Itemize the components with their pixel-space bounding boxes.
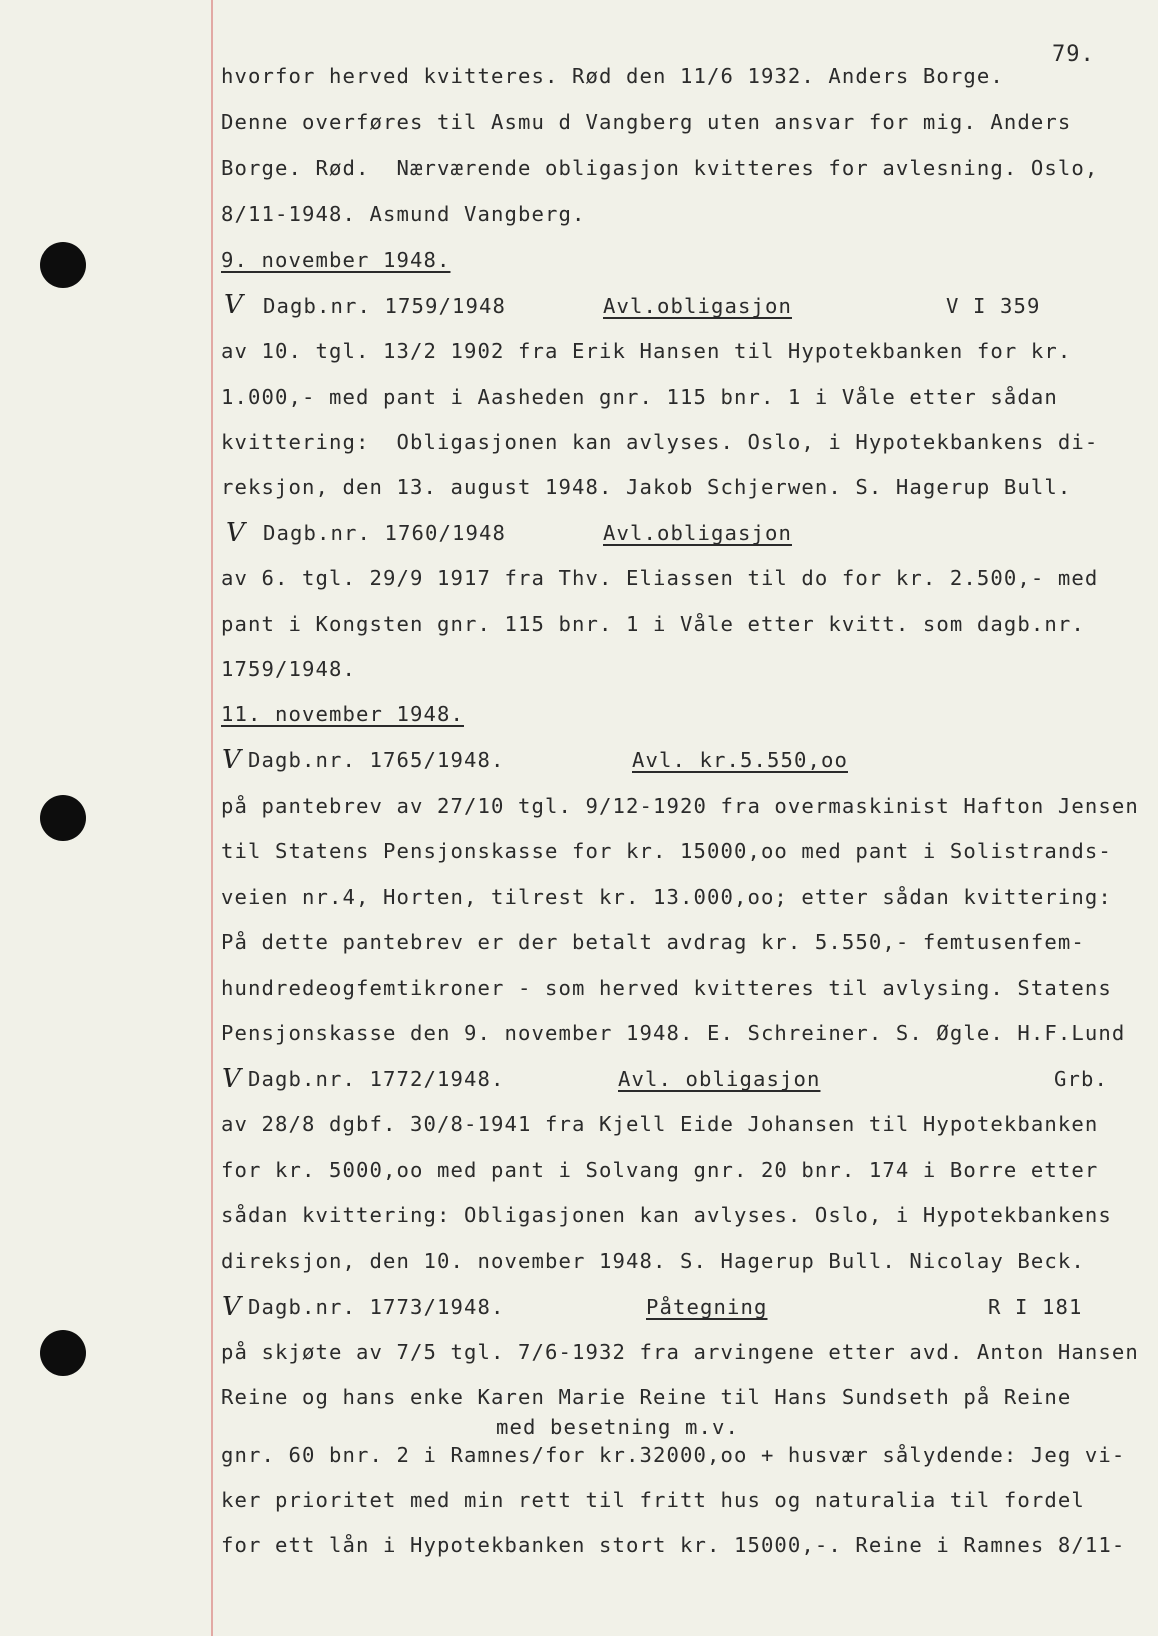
date-heading: 11. november 1948. <box>221 702 464 726</box>
check-mark: V <box>226 518 245 548</box>
text-line: gnr. 60 bnr. 2 i Ramnes/for kr.32000,oo + husvær sålydende: Jeg vi- <box>221 1443 1126 1467</box>
text-line: direksjon, den 10. november 1948. S. Hagerup Bull. Nicolay Beck. <box>221 1249 1085 1273</box>
entry-title: Påtegning <box>646 1295 768 1319</box>
entry-title: Avl. kr.5.550,oo <box>632 748 848 772</box>
text-line: 1.000,- med pant i Aasheden gnr. 115 bnr. 1 i Våle etter sådan <box>221 385 1058 409</box>
register-ref: R I 181 <box>988 1295 1083 1319</box>
text-line: ker prioritet med min rett til fritt hus og naturalia til fordel <box>221 1488 1085 1512</box>
check-mark: V <box>224 290 243 320</box>
text-line: sådan kvittering: Obligasjonen kan avlyses. Oslo, i Hypotekbankens <box>221 1203 1112 1227</box>
text-line: reksjon, den 13. august 1948. Jakob Schjerwen. S. Hagerup Bull. <box>221 475 1072 499</box>
check-mark: V <box>222 745 241 775</box>
text-line: Borge. Rød. Nærværende obligasjon kvitteres for avlesning. Oslo, <box>221 156 1099 180</box>
text-line: for ett lån i Hypotekbanken stort kr. 15000,-. Reine i Ramnes 8/11- <box>221 1533 1126 1557</box>
text-line: til Statens Pensjonskasse for kr. 15000,oo med pant i Solistrands- <box>221 839 1112 863</box>
text-line: Reine og hans enke Karen Marie Reine til Hans Sundseth på Reine <box>221 1385 1072 1409</box>
register-ref: V I 359 <box>946 294 1041 318</box>
register-ref: Grb. <box>1054 1067 1108 1091</box>
text-line: 8/11-1948. Asmund Vangberg. <box>221 202 586 226</box>
text-line: for kr. 5000,oo med pant i Solvang gnr. 20 bnr. 174 i Borre etter <box>221 1158 1099 1182</box>
journal-number: Dagb.nr. 1772/1948. <box>248 1067 505 1091</box>
entry-title: Avl.obligasjon <box>603 294 792 318</box>
check-mark: V <box>222 1292 241 1322</box>
date-heading: 9. november 1948. <box>221 248 451 272</box>
page-number: 79. <box>1052 42 1095 67</box>
entry-title: Avl.obligasjon <box>603 521 792 545</box>
margin-rule <box>211 0 213 1636</box>
text-line: hvorfor herved kvitteres. Rød den 11/6 1932. Anders Borge. <box>221 64 1004 88</box>
entry-title: Avl. obligasjon <box>618 1067 821 1091</box>
check-mark: V <box>222 1064 241 1094</box>
punch-hole <box>40 1330 86 1376</box>
text-line: av 28/8 dgbf. 30/8-1941 fra Kjell Eide Johansen til Hypotekbanken <box>221 1112 1099 1136</box>
journal-number: Dagb.nr. 1765/1948. <box>248 748 505 772</box>
text-line: veien nr.4, Horten, tilrest kr. 13.000,oo; etter sådan kvittering: <box>221 885 1112 909</box>
text-line: Denne overføres til Asmu d Vangberg uten ansvar for mig. Anders <box>221 110 1072 134</box>
text-line: kvittering: Obligasjonen kan avlyses. Oslo, i Hypotekbankens di- <box>221 430 1099 454</box>
text-line: pant i Kongsten gnr. 115 bnr. 1 i Våle etter kvitt. som dagb.nr. <box>221 612 1085 636</box>
text-line: på skjøte av 7/5 tgl. 7/6-1932 fra arvingene etter avd. Anton Hansen <box>221 1340 1139 1364</box>
text-line: hundredeogfemtikroner - som herved kvitteres til avlysing. Statens <box>221 976 1112 1000</box>
text-line: av 6. tgl. 29/9 1917 fra Thv. Eliassen til do for kr. 2.500,- med <box>221 566 1099 590</box>
punch-hole <box>40 242 86 288</box>
text-line: av 10. tgl. 13/2 1902 fra Erik Hansen til Hypotekbanken for kr. <box>221 339 1072 363</box>
text-line: på pantebrev av 27/10 tgl. 9/12-1920 fra overmaskinist Hafton Jensen <box>221 794 1139 818</box>
text-line: Pensjonskasse den 9. november 1948. E. Schreiner. S. Øgle. H.F.Lund <box>221 1021 1126 1045</box>
text-line: 1759/1948. <box>221 657 356 681</box>
journal-number: Dagb.nr. 1773/1948. <box>248 1295 505 1319</box>
text-line: På dette pantebrev er der betalt avdrag kr. 5.550,- femtusenfem- <box>221 930 1085 954</box>
punch-hole <box>40 795 86 841</box>
interlinear-insert: med besetning m.v. <box>496 1415 739 1439</box>
journal-number: Dagb.nr. 1759/1948 <box>263 294 506 318</box>
journal-number: Dagb.nr. 1760/1948 <box>263 521 506 545</box>
